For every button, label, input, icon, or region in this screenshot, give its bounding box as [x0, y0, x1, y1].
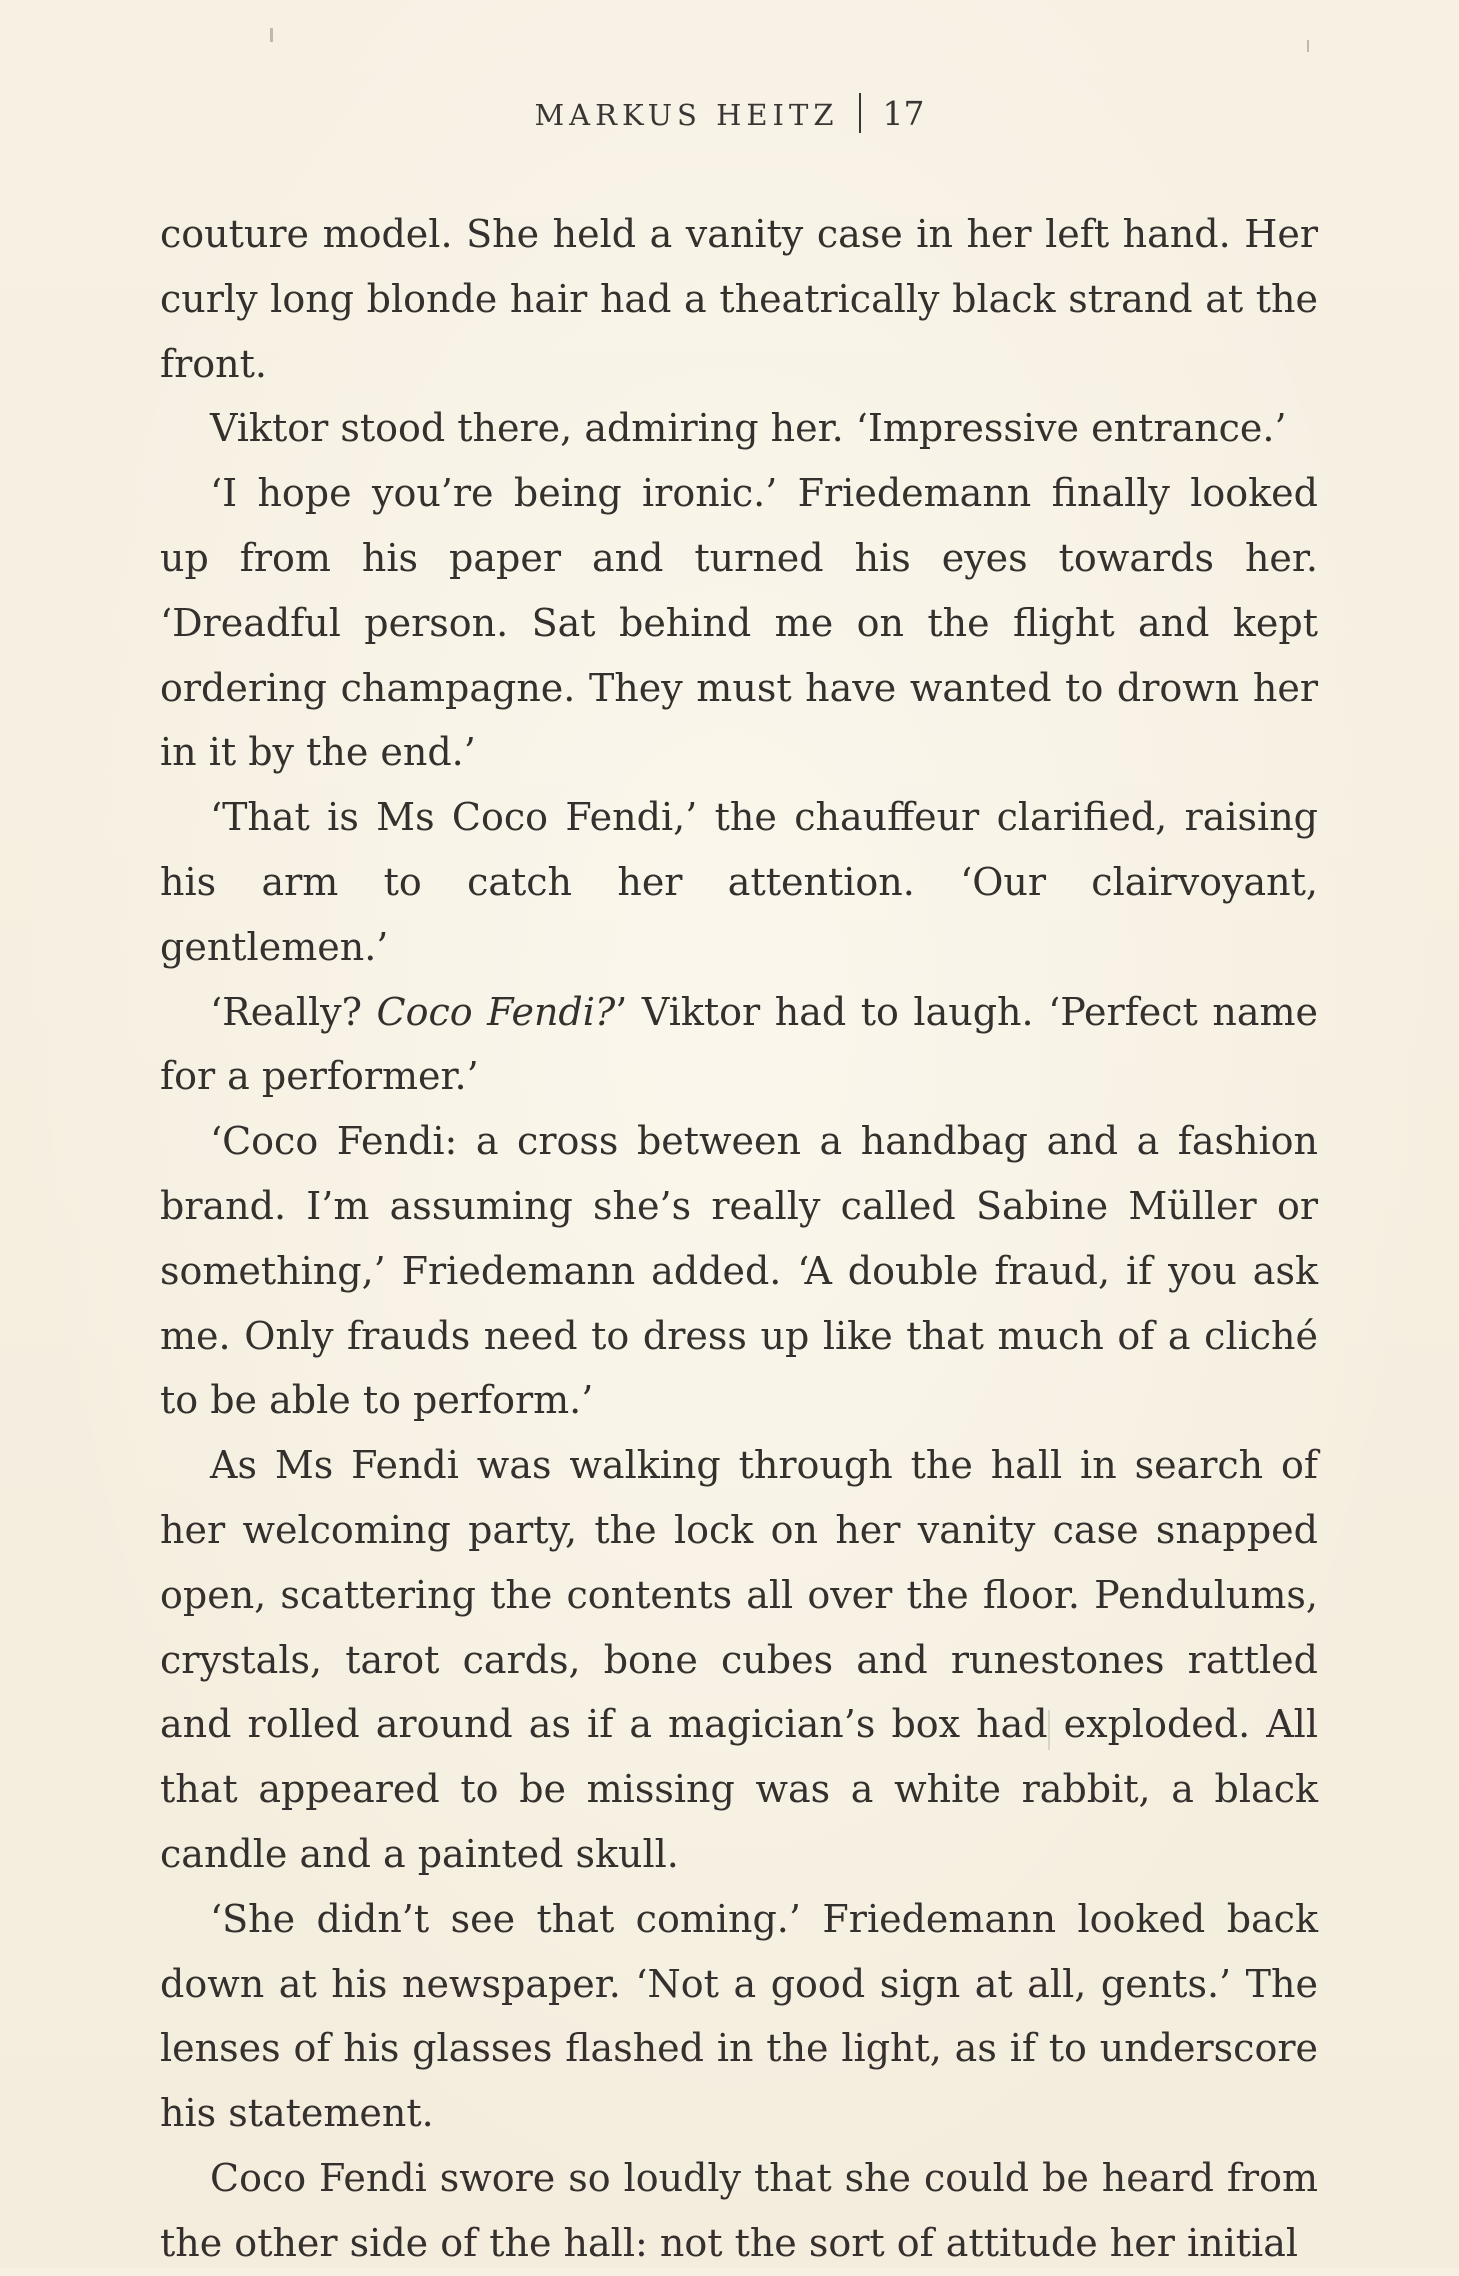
running-header	[0, 88, 1459, 141]
paragraph-1: couture model. She held a vanity case in her left hand. Her curly long blonde hair had a theatrically black strand at the front.	[160, 212, 1318, 386]
paragraph-5-italic-name: Coco Fendi?	[376, 989, 616, 1034]
paragraph-4: ‘That is Ms Coco Fendi,’ the chauffeur clarified, raising his arm to catch her attention. ‘Our clairvoyant, gentlemen.’	[160, 795, 1318, 969]
paragraph-5-start: ‘Really?	[210, 989, 377, 1034]
paragraph-3: ‘I hope you’re being ironic.’ Friedemann finally looked up from his paper and turned his eyes towards her. ‘Dreadful person. Sat behind me on the flight and kept ordering champagne. They must have wanted to drown her in it by the end.’	[160, 471, 1318, 775]
scan-speck	[1307, 40, 1309, 52]
paragraph-5-end: ’ Viktor had to laugh. ‘Perfect name for a performer.’	[160, 989, 1319, 1099]
paragraph-9: Coco Fendi swore so loudly that she could be heard from the other side of the hall: not the sort of attitude her initial	[160, 2155, 1318, 2265]
paragraph-6: ‘Coco Fendi: a cross between a handbag and a fashion brand. I’m assuming she’s really called Sabine Müller or something,’ Friedemann added. ‘A double fraud, if you ask me. Only frauds need to dress up like that much of a cliché to be able to perform.’	[160, 1119, 1318, 1423]
paragraph-2: Viktor stood there, admiring her. ‘Impressive entrance.’	[210, 406, 1287, 451]
paragraph-5	[160, 980, 1318, 1110]
header-author: MARKUS HEITZ	[534, 98, 839, 132]
scan-speck	[1048, 1710, 1050, 1750]
paragraph-7: As Ms Fendi was walking through the hall in search of her welcoming party, the lock on her vanity case snapped open, scattering the contents all over the floor. Pendulums, crystals, tarot cards, bone cubes and runestones rattled and rolled around as if a magician’s box had exploded. All that appeared to be missing was a white rabbit, a black candle and a painted skull.	[160, 1443, 1318, 1876]
header-separator	[859, 93, 861, 133]
paragraph-8: ‘She didn’t see that coming.’ Friedemann looked back down at his newspaper. ‘Not a good sign at all, gents.’ The lenses of his glasses flashed in the light, as if to underscore his statement.	[160, 1896, 1318, 2136]
scan-speck	[270, 28, 273, 42]
page-number: 17	[882, 94, 925, 133]
body-text	[160, 202, 1318, 2276]
